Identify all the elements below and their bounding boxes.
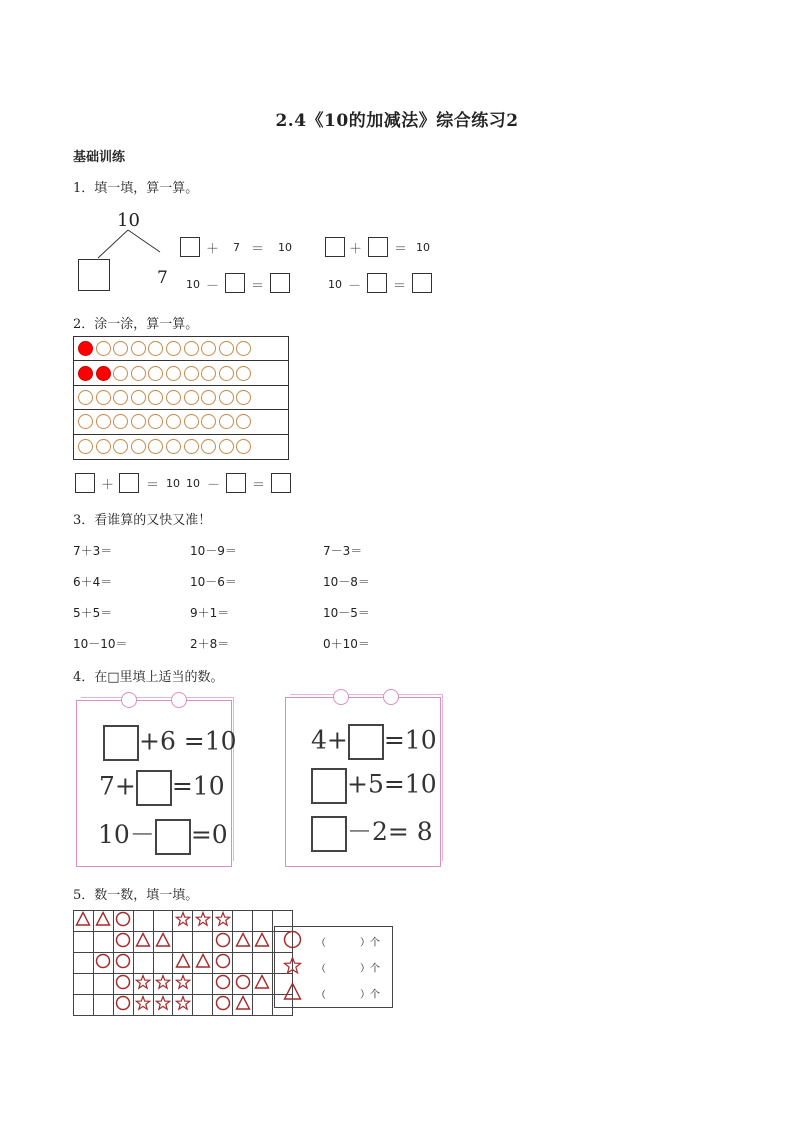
eq4-answer-box-2[interactable] <box>412 273 432 293</box>
empty-circle[interactable] <box>131 414 146 429</box>
card2-row2: +5=10 <box>311 768 437 804</box>
section-heading: 基础训练 <box>73 150 126 165</box>
eq1-answer-box[interactable] <box>180 237 200 257</box>
empty-circle[interactable] <box>219 366 234 381</box>
q2-eq2-start: 10 <box>186 477 200 490</box>
star-icon <box>175 911 191 927</box>
q2-answer-box-3[interactable] <box>226 473 246 493</box>
grid-cell <box>93 974 113 995</box>
grid-cell <box>233 911 253 932</box>
grid-cell <box>153 953 173 974</box>
q2-result: 10 <box>166 477 180 490</box>
grid-cell <box>213 953 233 974</box>
equals-sign: ＝ <box>252 478 266 493</box>
equals-sign: ＝ <box>394 242 408 257</box>
empty-circle[interactable] <box>148 390 163 405</box>
tree-right-number: 7 <box>157 268 168 288</box>
arithmetic-problem: 10－8＝ <box>323 575 370 589</box>
ring-icon <box>121 692 137 708</box>
triangle-icon <box>235 995 251 1011</box>
equals-sign: ＝ <box>251 242 265 257</box>
grid-cell <box>213 995 233 1016</box>
filled-circle[interactable] <box>78 341 93 356</box>
grid-cell <box>74 974 94 995</box>
grid-cell <box>133 932 153 953</box>
empty-circle[interactable] <box>219 341 234 356</box>
empty-circle[interactable] <box>96 439 111 454</box>
q2-answer-box-2[interactable] <box>119 473 139 493</box>
grid-cell <box>113 953 133 974</box>
grid-cell <box>153 932 173 953</box>
grid-cell <box>74 932 94 953</box>
empty-circle[interactable] <box>184 439 199 454</box>
empty-circle[interactable] <box>131 390 146 405</box>
grid-cell <box>253 995 273 1016</box>
ring-icon <box>333 689 349 705</box>
empty-circle[interactable] <box>131 439 146 454</box>
grid-cell <box>153 911 173 932</box>
card2-row3: －2= 8 <box>311 812 433 852</box>
grid-cell <box>113 932 133 953</box>
open-paren: （ <box>316 963 326 975</box>
triangle-icon <box>254 974 270 990</box>
minus-sign: － <box>348 279 362 294</box>
arithmetic-problem: 10－9＝ <box>190 544 237 558</box>
empty-circle[interactable] <box>184 390 199 405</box>
legend-row <box>283 982 380 1004</box>
eq3-answer-box-1[interactable] <box>225 273 245 293</box>
grid-cell <box>93 911 113 932</box>
arithmetic-problem: 10－10＝ <box>73 637 128 651</box>
empty-circle[interactable] <box>113 390 128 405</box>
eq3-answer-box-2[interactable] <box>270 273 290 293</box>
grid-cell <box>93 932 113 953</box>
empty-circle[interactable] <box>148 439 163 454</box>
empty-circle[interactable] <box>236 341 251 356</box>
ring-icon <box>383 689 399 705</box>
grid-cell <box>253 974 273 995</box>
grid-row <box>74 932 293 953</box>
grid-cell <box>253 911 273 932</box>
arithmetic-problem: 6＋4＝ <box>73 575 113 589</box>
eq3-start: 10 <box>186 278 200 291</box>
grid-cell <box>193 953 213 974</box>
question-3-label: 3．看谁算的又快又准！ <box>73 513 212 528</box>
eq2-answer-box-1[interactable] <box>325 237 345 257</box>
grid-cell <box>173 995 193 1016</box>
grid-cell <box>113 974 133 995</box>
card1-row2: 7+ =10 <box>99 770 225 806</box>
grid-cell <box>253 932 273 953</box>
circle-icon <box>215 995 231 1011</box>
triangle-icon <box>135 932 151 948</box>
q2-answer-box-1[interactable] <box>75 473 95 493</box>
coloring-grid <box>73 336 289 460</box>
minus-sign: － <box>207 478 221 493</box>
grid-cell <box>233 995 253 1016</box>
triangle-icon <box>235 932 251 948</box>
grid-cell <box>213 974 233 995</box>
empty-circle[interactable] <box>184 341 199 356</box>
legend-row <box>283 956 380 978</box>
circle-icon <box>115 911 131 927</box>
empty-circle[interactable] <box>148 366 163 381</box>
grid-cell <box>153 995 173 1016</box>
empty-circle[interactable] <box>166 414 181 429</box>
grid-cell <box>233 953 253 974</box>
card1-row1: +6 =10 <box>103 725 237 761</box>
circle-icon <box>115 974 131 990</box>
grid-cell <box>133 911 153 932</box>
circle-icon <box>115 932 131 948</box>
grid-cell <box>253 953 273 974</box>
empty-circle[interactable] <box>219 390 234 405</box>
circle-icon <box>215 974 231 990</box>
tree-top-number: 10 <box>117 210 140 231</box>
eq4-start: 10 <box>328 278 342 291</box>
empty-circle[interactable] <box>148 414 163 429</box>
triangle-icon <box>254 932 270 948</box>
empty-circle[interactable] <box>96 414 111 429</box>
empty-circle[interactable] <box>166 366 181 381</box>
circle-row <box>74 435 288 459</box>
plus-sign: ＋ <box>349 242 363 257</box>
eq2-result: 10 <box>416 241 430 254</box>
count-legend <box>274 926 393 1008</box>
triangle-icon <box>195 953 211 969</box>
grid-cell <box>113 995 133 1016</box>
card2-row2-box[interactable] <box>311 768 347 804</box>
question-2-label: 2．涂一涂，算一算。 <box>73 317 199 332</box>
star-icon <box>215 911 231 927</box>
empty-circle[interactable] <box>113 366 128 381</box>
empty-circle[interactable] <box>166 390 181 405</box>
grid-cell <box>193 911 213 932</box>
question-4-label: 4．在□里填上适当的数。 <box>73 670 224 685</box>
arithmetic-problem: 5＋5＝ <box>73 606 113 620</box>
equals-sign: ＝ <box>393 279 407 294</box>
empty-circle[interactable] <box>219 439 234 454</box>
grid-cell <box>74 911 94 932</box>
empty-circle[interactable] <box>236 439 251 454</box>
grid-row <box>74 995 293 1016</box>
star-icon <box>195 911 211 927</box>
empty-circle[interactable] <box>201 390 216 405</box>
grid-cell <box>173 932 193 953</box>
empty-circle[interactable] <box>131 341 146 356</box>
empty-circle[interactable] <box>236 390 251 405</box>
count-unit: ）个 <box>360 937 380 949</box>
count-unit: ）个 <box>360 989 380 1001</box>
card2-row1: 4+ =10 <box>311 724 437 760</box>
filled-circle[interactable] <box>96 366 111 381</box>
grid-cell <box>74 953 94 974</box>
empty-circle[interactable] <box>78 439 93 454</box>
empty-circle[interactable] <box>113 414 128 429</box>
circle-row <box>74 386 288 410</box>
circle-icon <box>115 995 131 1011</box>
star-icon <box>175 995 191 1011</box>
empty-circle[interactable] <box>131 366 146 381</box>
circle-icon <box>115 953 131 969</box>
empty-circle[interactable] <box>201 439 216 454</box>
grid-row <box>74 974 293 995</box>
triangle-icon <box>175 953 191 969</box>
grid-cell <box>74 995 94 1016</box>
plus-sign: ＋ <box>206 242 220 257</box>
arithmetic-problem: 10－6＝ <box>190 575 237 589</box>
grid-cell <box>193 932 213 953</box>
circle-icon <box>95 953 111 969</box>
card1-row3-box[interactable] <box>155 819 191 855</box>
triangle-icon <box>155 932 171 948</box>
grid-cell <box>153 974 173 995</box>
grid-cell <box>133 953 153 974</box>
eq4-answer-box-1[interactable] <box>367 273 387 293</box>
empty-circle[interactable] <box>113 439 128 454</box>
eq2-answer-box-2[interactable] <box>368 237 388 257</box>
ring-icon <box>171 692 187 708</box>
grid-row <box>74 911 293 932</box>
grid-cell <box>93 953 113 974</box>
empty-circle[interactable] <box>113 341 128 356</box>
page-title: 2.4《10的加减法》综合练习2 <box>275 111 519 131</box>
empty-circle[interactable] <box>166 341 181 356</box>
arithmetic-problem: 0＋10＝ <box>323 637 370 651</box>
grid-cell <box>173 953 193 974</box>
grid-row <box>74 953 293 974</box>
q2-answer-box-4[interactable] <box>271 473 291 493</box>
empty-circle[interactable] <box>184 414 199 429</box>
arithmetic-problem: 7＋3＝ <box>73 544 113 558</box>
arithmetic-problem: 9＋1＝ <box>190 606 230 620</box>
star-icon <box>155 974 171 990</box>
grid-cell <box>233 932 253 953</box>
arithmetic-problem: 10－5＝ <box>323 606 370 620</box>
grid-cell <box>173 974 193 995</box>
arithmetic-problem: 7－3＝ <box>323 544 363 558</box>
circle-icon <box>215 953 231 969</box>
empty-circle[interactable] <box>96 390 111 405</box>
question-1-label: 1．填一填，算一算。 <box>73 181 199 196</box>
circle-row <box>74 410 288 434</box>
empty-circle[interactable] <box>219 414 234 429</box>
grid-cell <box>213 911 233 932</box>
grid-cell <box>233 974 253 995</box>
empty-circle[interactable] <box>201 414 216 429</box>
empty-circle[interactable] <box>201 366 216 381</box>
triangle-icon <box>75 911 91 927</box>
empty-circle[interactable] <box>201 341 216 356</box>
filled-circle[interactable] <box>78 366 93 381</box>
triangle-icon <box>95 911 111 927</box>
empty-circle[interactable] <box>148 341 163 356</box>
star-icon <box>155 995 171 1011</box>
shape-grid <box>73 910 293 1016</box>
circle-row <box>74 361 288 385</box>
grid-cell <box>113 911 133 932</box>
equals-sign: ＝ <box>251 279 265 294</box>
empty-circle[interactable] <box>236 414 251 429</box>
open-paren: （ <box>316 937 326 949</box>
card2-row3-box[interactable] <box>311 816 347 852</box>
grid-cell <box>213 932 233 953</box>
grid-cell <box>133 974 153 995</box>
grid-cell <box>173 911 193 932</box>
grid-cell <box>193 974 213 995</box>
grid-cell <box>93 995 113 1016</box>
legend-row <box>283 930 380 952</box>
empty-circle[interactable] <box>166 439 181 454</box>
grid-cell <box>193 995 213 1016</box>
grid-cell <box>133 995 153 1016</box>
eq1-addend: 7 <box>233 241 240 254</box>
empty-circle[interactable] <box>78 390 93 405</box>
question-5-label: 5．数一数，填一填。 <box>73 888 199 903</box>
card1-row1-box[interactable] <box>103 725 139 761</box>
star-icon <box>135 995 151 1011</box>
circle-icon <box>283 930 302 949</box>
circle-icon <box>235 974 251 990</box>
card2-row1-box[interactable] <box>348 724 384 760</box>
card1-row3: 10－ =0 <box>98 815 228 855</box>
eq1-result: 10 <box>278 241 292 254</box>
arithmetic-problem: 2＋8＝ <box>190 637 230 651</box>
star-icon <box>135 974 151 990</box>
empty-circle[interactable] <box>236 366 251 381</box>
empty-circle[interactable] <box>78 414 93 429</box>
empty-circle[interactable] <box>96 341 111 356</box>
empty-circle[interactable] <box>184 366 199 381</box>
circle-icon <box>215 932 231 948</box>
triangle-icon <box>283 982 302 1001</box>
count-unit: ）个 <box>360 963 380 975</box>
equals-sign: ＝ <box>146 478 160 493</box>
star-icon <box>283 956 302 975</box>
plus-sign: ＋ <box>101 478 115 493</box>
tree-left-answer-box[interactable] <box>78 259 110 291</box>
circle-row <box>74 337 288 361</box>
number-tree-lines <box>90 228 165 263</box>
minus-sign: － <box>206 279 220 294</box>
open-paren: （ <box>316 989 326 1001</box>
star-icon <box>175 974 191 990</box>
card1-row2-box[interactable] <box>136 770 172 806</box>
